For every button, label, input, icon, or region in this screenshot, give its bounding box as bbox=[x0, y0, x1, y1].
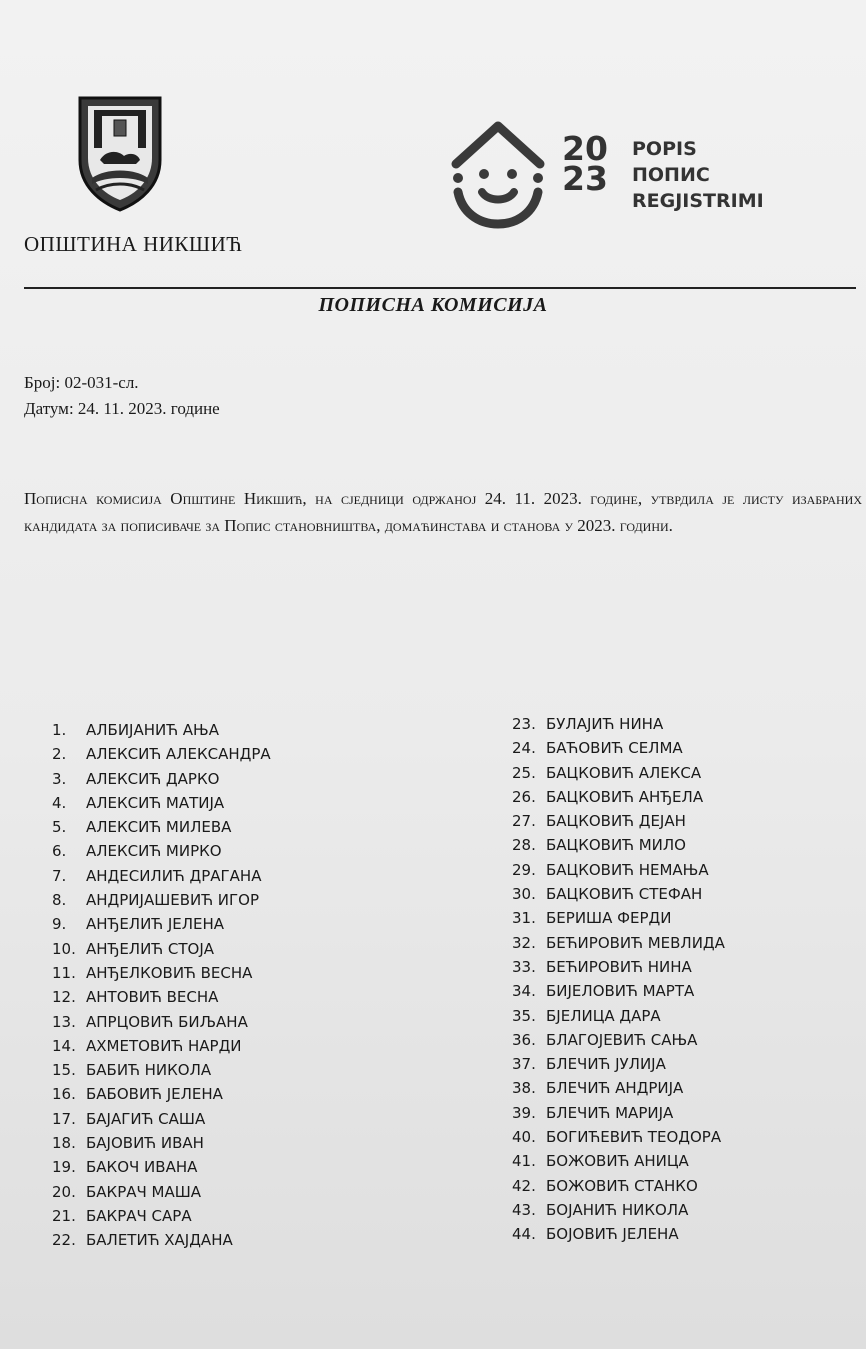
item-number: 33. bbox=[512, 957, 536, 976]
candidate-name: БАЦКОВИЋ АНЂЕЛА bbox=[546, 787, 704, 806]
item-number: 22. bbox=[52, 1231, 76, 1250]
item-number: 28. bbox=[512, 836, 536, 855]
item-number: 4. bbox=[52, 793, 67, 812]
candidate-name: БАБИЋ НИКОЛА bbox=[86, 1061, 212, 1080]
list-item bbox=[52, 815, 271, 839]
item-number: 1. bbox=[52, 721, 67, 739]
item-number: 41. bbox=[512, 1152, 536, 1171]
item-number: 39. bbox=[512, 1103, 536, 1122]
body-paragraph: Пописна комисија Општине Никшић, на сједници одржаној 24. 11. 2023. године, утврдила је листу изабраних кандидата за пописиваче за Попис становништва, домаћинстава и станова у 2023. години. bbox=[24, 489, 862, 535]
list-item bbox=[512, 906, 725, 930]
candidate-name: БАЈОВИЋ ИВАН bbox=[86, 1134, 204, 1153]
candidate-name: БЕЋИРОВИЋ МЕВЛИДА bbox=[546, 933, 725, 952]
candidate-name: БЕРИША ФЕРДИ bbox=[546, 909, 672, 928]
list-item bbox=[512, 736, 725, 760]
list-item bbox=[52, 912, 271, 936]
census-year bbox=[562, 129, 608, 198]
candidate-name: БОЖОВИЋ АНИЦА bbox=[546, 1152, 689, 1171]
document-date: Датум: 24. 11. 2023. године bbox=[24, 399, 220, 418]
item-number: 36. bbox=[512, 1030, 536, 1049]
item-number: 29. bbox=[512, 860, 536, 879]
list-item bbox=[512, 955, 725, 979]
list-item bbox=[52, 888, 271, 912]
list-item bbox=[52, 1204, 271, 1228]
list-item bbox=[52, 1107, 271, 1131]
item-number: 20. bbox=[52, 1182, 76, 1201]
list-item bbox=[512, 979, 725, 1003]
candidate-list-column-2 bbox=[512, 712, 725, 1247]
item-number: 43. bbox=[512, 1200, 536, 1219]
list-item bbox=[52, 1034, 271, 1058]
candidate-name: АНЂЕЛИЋ СТОЈА bbox=[86, 939, 214, 958]
list-item bbox=[52, 1131, 271, 1155]
item-number: 8. bbox=[52, 891, 67, 910]
candidate-name: БАБОВИЋ ЈЕЛЕНА bbox=[86, 1085, 223, 1104]
item-number: 44. bbox=[512, 1225, 536, 1244]
candidate-name: БИЈЕЛОВИЋ МАРТА bbox=[546, 982, 695, 1001]
census-house-logo-icon bbox=[448, 120, 548, 230]
list-item bbox=[512, 931, 725, 955]
candidate-name: БЛАГОЈЕВИЋ САЊА bbox=[546, 1030, 698, 1049]
item-number: 30. bbox=[512, 885, 536, 904]
census-year-top: 20 bbox=[562, 129, 608, 168]
list-item bbox=[512, 1174, 725, 1198]
list-item bbox=[512, 858, 725, 882]
candidate-name: АЛЕКСИЋ МИРКО bbox=[86, 842, 222, 861]
candidate-name: АХМЕТОВИЋ НАРДИ bbox=[86, 1036, 242, 1055]
candidate-name: АЛБИЈАНИЋ АЊА bbox=[86, 721, 219, 739]
list-item bbox=[512, 1149, 725, 1173]
item-number: 17. bbox=[52, 1109, 76, 1128]
candidate-name: АЛЕКСИЋ АЛЕКСАНДРА bbox=[86, 745, 271, 764]
candidate-name: БАЦКОВИЋ МИЛО bbox=[546, 836, 686, 855]
list-item bbox=[52, 839, 271, 863]
item-number: 21. bbox=[52, 1206, 76, 1225]
item-number: 34. bbox=[512, 982, 536, 1001]
census-word: REGJISTRIMI bbox=[632, 190, 764, 212]
commission-title: ПОПИСНА КОМИСИЈА bbox=[318, 294, 548, 316]
item-number: 13. bbox=[52, 1012, 76, 1031]
candidate-name: БАЦКОВИЋ АЛЕКСА bbox=[546, 763, 702, 782]
list-item bbox=[52, 985, 271, 1009]
header-divider bbox=[24, 287, 856, 289]
item-number: 42. bbox=[512, 1176, 536, 1195]
item-number: 6. bbox=[52, 842, 67, 861]
candidate-name: БАКРАЧ МАША bbox=[86, 1182, 202, 1201]
candidate-name: АПРЦОВИЋ БИЉАНА bbox=[86, 1012, 248, 1031]
document-meta bbox=[24, 370, 220, 422]
list-item bbox=[512, 1076, 725, 1100]
list-item bbox=[512, 1198, 725, 1222]
item-number: 31. bbox=[512, 909, 536, 928]
candidate-name: БЛЕЧИЋ МАРИЈА bbox=[546, 1103, 674, 1122]
item-number: 5. bbox=[52, 818, 67, 837]
item-number: 3. bbox=[52, 769, 67, 788]
list-item bbox=[512, 1052, 725, 1076]
candidate-name: БАКОЧ ИВАНА bbox=[86, 1158, 198, 1177]
census-words bbox=[632, 136, 764, 214]
item-number: 40. bbox=[512, 1128, 536, 1147]
list-item bbox=[512, 1101, 725, 1125]
list-item bbox=[512, 1028, 725, 1052]
list-item bbox=[512, 1222, 725, 1246]
item-number: 23. bbox=[512, 715, 536, 733]
list-item bbox=[512, 1004, 725, 1028]
candidate-name: БАЋОВИЋ СЕЛМА bbox=[546, 739, 683, 758]
list-item bbox=[52, 864, 271, 888]
item-number: 12. bbox=[52, 988, 76, 1007]
list-item bbox=[52, 1155, 271, 1179]
candidate-name: БОЈАНИЋ НИКОЛА bbox=[546, 1200, 689, 1219]
list-item bbox=[52, 961, 271, 985]
list-item bbox=[512, 882, 725, 906]
candidate-name: БАЈАГИЋ САША bbox=[86, 1109, 206, 1128]
candidate-name: БАЦКОВИЋ ДЕЈАН bbox=[546, 812, 686, 831]
item-number: 9. bbox=[52, 915, 67, 934]
candidate-name: АЛЕКСИЋ МИЛЕВА bbox=[86, 818, 232, 837]
document-number: Број: 02-031-сл. bbox=[24, 373, 139, 392]
list-item bbox=[52, 937, 271, 961]
candidate-name: БУЛАЈИЋ НИНА bbox=[546, 715, 664, 733]
candidate-name: БАЦКОВИЋ НЕМАЊА bbox=[546, 860, 709, 879]
list-item bbox=[512, 761, 725, 785]
list-item bbox=[512, 712, 725, 736]
candidate-name: БАЛЕТИЋ ХАЈДАНА bbox=[86, 1231, 233, 1250]
list-item bbox=[52, 1082, 271, 1106]
item-number: 15. bbox=[52, 1061, 76, 1080]
candidate-name: БОЈОВИЋ ЈЕЛЕНА bbox=[546, 1225, 679, 1244]
item-number: 32. bbox=[512, 933, 536, 952]
item-number: 24. bbox=[512, 739, 536, 758]
item-number: 27. bbox=[512, 812, 536, 831]
candidate-name: АЛЕКСИЋ ДАРКО bbox=[86, 769, 220, 788]
census-word: POPIS bbox=[632, 138, 697, 160]
candidate-name: АНТОВИЋ ВЕСНА bbox=[86, 988, 219, 1007]
list-item bbox=[52, 742, 271, 766]
candidate-name: БАКРАЧ САРА bbox=[86, 1206, 192, 1225]
candidate-name: АЛЕКСИЋ МАТИЈА bbox=[86, 793, 225, 812]
list-item bbox=[512, 785, 725, 809]
list-item bbox=[512, 809, 725, 833]
candidate-name: БОЖОВИЋ СТАНКО bbox=[546, 1176, 698, 1195]
candidate-name: АНДРИЈАШЕВИЋ ИГОР bbox=[86, 891, 260, 910]
coat-of-arms-icon bbox=[76, 94, 164, 212]
item-number: 25. bbox=[512, 763, 536, 782]
item-number: 37. bbox=[512, 1055, 536, 1074]
candidate-name: АНДЕСИЛИЋ ДРАГАНА bbox=[86, 866, 262, 885]
candidate-name: БЈЕЛИЦА ДАРА bbox=[546, 1006, 661, 1025]
candidate-name: БОГИЋЕВИЋ ТЕОДОРА bbox=[546, 1128, 722, 1147]
candidate-list-column-1 bbox=[52, 718, 271, 1253]
list-item bbox=[512, 1125, 725, 1149]
candidate-name: БЛЕЧИЋ АНДРИЈА bbox=[546, 1079, 684, 1098]
item-number: 14. bbox=[52, 1036, 76, 1055]
item-number: 11. bbox=[52, 963, 76, 982]
list-item bbox=[52, 767, 271, 791]
census-word: ПОПИС bbox=[632, 164, 710, 186]
list-item bbox=[512, 833, 725, 857]
candidate-name: БЛЕЧИЋ ЈУЛИЈА bbox=[546, 1055, 666, 1074]
item-number: 19. bbox=[52, 1158, 76, 1177]
candidate-name: АНЂЕЛИЋ ЈЕЛЕНА bbox=[86, 915, 225, 934]
candidate-name: БАЦКОВИЋ СТЕФАН bbox=[546, 885, 703, 904]
candidate-name: БЕЋИРОВИЋ НИНА bbox=[546, 957, 692, 976]
candidate-name: АНЂЕЛКОВИЋ ВЕСНА bbox=[86, 963, 253, 982]
item-number: 38. bbox=[512, 1079, 536, 1098]
item-number: 35. bbox=[512, 1006, 536, 1025]
census-year-bottom: 23 bbox=[562, 159, 608, 198]
list-item bbox=[52, 1180, 271, 1204]
item-number: 10. bbox=[52, 939, 76, 958]
list-item bbox=[52, 1228, 271, 1252]
item-number: 7. bbox=[52, 866, 67, 885]
list-item bbox=[52, 1058, 271, 1082]
list-item bbox=[52, 718, 271, 742]
item-number: 16. bbox=[52, 1085, 76, 1104]
item-number: 2. bbox=[52, 745, 67, 764]
item-number: 18. bbox=[52, 1134, 76, 1153]
list-item bbox=[52, 1010, 271, 1034]
list-item bbox=[52, 791, 271, 815]
item-number: 26. bbox=[512, 787, 536, 806]
municipality-name: ОПШТИНА НИКШИЋ bbox=[24, 232, 243, 256]
